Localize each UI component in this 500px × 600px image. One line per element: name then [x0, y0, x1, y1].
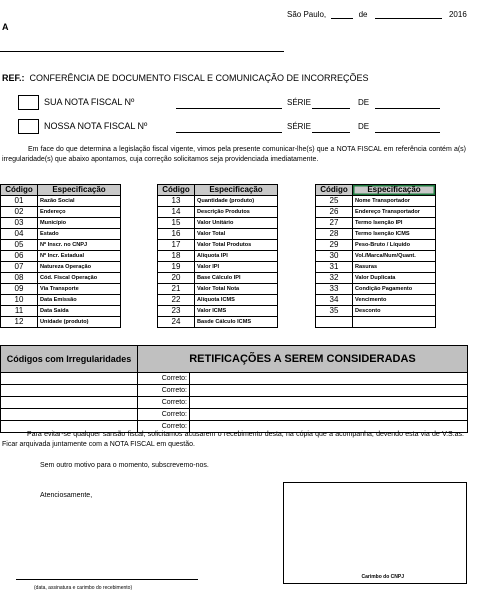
code-cell: 25: [316, 196, 353, 207]
recipient-label: A: [2, 22, 9, 32]
sua-de-line[interactable]: [375, 108, 440, 109]
table-row: [316, 196, 436, 207]
code-cell: 27: [316, 218, 353, 229]
spec-cell: Via Transporte: [38, 284, 121, 295]
code-cell: 24: [158, 317, 195, 328]
reference-line: [2, 73, 369, 83]
code-cell: 35: [316, 306, 353, 317]
spec-header-selected-cell[interactable]: Especificação: [353, 185, 436, 196]
spec-cell: Valor Duplicata: [353, 273, 436, 284]
spec-cell: Rasuras: [353, 262, 436, 273]
spec-header: Especificação: [195, 185, 278, 196]
code-cell: 13: [158, 196, 195, 207]
spec-cell: Termo Isenção ICMS: [353, 229, 436, 240]
date-line: [287, 10, 467, 19]
ref-label: REF.:: [2, 73, 25, 83]
table-row: [158, 229, 278, 240]
year-label: 2016: [448, 10, 467, 19]
table-row: [316, 262, 436, 273]
spec-cell: Data Saída: [38, 306, 121, 317]
table-row: [1, 273, 121, 284]
spec-cell: Descrição Produtos: [195, 207, 278, 218]
spec-cell: Natureza Operação: [38, 262, 121, 273]
spec-cell: Nome Transportador: [353, 196, 436, 207]
table-row: [316, 229, 436, 240]
code-cell: 09: [1, 284, 38, 295]
table-row: [1, 317, 121, 328]
code-cell: 01: [1, 196, 38, 207]
code-cell: 23: [158, 306, 195, 317]
signature-caption: (data, assinatura e carimbo do recebimento): [34, 585, 133, 591]
table-row: [158, 284, 278, 295]
spec-cell: Unidade (produto): [38, 317, 121, 328]
code-cell: 16: [158, 229, 195, 240]
table-row: [158, 207, 278, 218]
spec-cell: Condição Pagamento: [353, 284, 436, 295]
nossa-nota-number-line[interactable]: [176, 132, 282, 133]
table-row: [316, 240, 436, 251]
de-label: de: [358, 10, 368, 19]
spec-header: Especificação: [38, 185, 121, 196]
code-cell: 33: [316, 284, 353, 295]
table-row: [1, 251, 121, 262]
table-row: Correto:: [1, 409, 468, 421]
spec-cell: Endereço Transportador: [353, 207, 436, 218]
table-row: [158, 262, 278, 273]
table-row: [158, 251, 278, 262]
table-row: [1, 262, 121, 273]
table-row: [316, 207, 436, 218]
spec-cell: Vencimento: [353, 295, 436, 306]
code-cell: 26: [316, 207, 353, 218]
intro-paragraph: Em face do que determina a legislação fiscal vigente, vimos pela presente comunicar-lhe(s) que a NOTA FISCAL em referência contém a(s) irregularidade(s) que abaixo apontamos, cuja correção solicitamos seja providenciada imediatamente.: [2, 146, 466, 163]
code-cell: 04: [1, 229, 38, 240]
table-row: [1, 196, 121, 207]
spec-cell: Nº Incr. Estadual: [38, 251, 121, 262]
city-label: São Paulo,: [287, 10, 327, 19]
spec-cell: Vol./Marca/Num/Quant.: [353, 251, 436, 262]
codes-table-2: [157, 184, 278, 328]
code-cell: 15: [158, 218, 195, 229]
retificacoes-table: [0, 345, 468, 433]
regards-line: Atenciosamente,: [40, 492, 93, 499]
code-cell: 31: [316, 262, 353, 273]
spec-cell: Alíquota IPI: [195, 251, 278, 262]
spec-cell: [353, 317, 436, 328]
sua-nota-checkbox[interactable]: [18, 95, 39, 110]
spec-cell: Termo Isenção IPI: [353, 218, 436, 229]
code-cell: 05: [1, 240, 38, 251]
code-cell: [316, 317, 353, 328]
code-cell: 03: [1, 218, 38, 229]
spec-cell: Endereço: [38, 207, 121, 218]
spec-cell: Alíquota ICMS: [195, 295, 278, 306]
spec-cell: Valor Total: [195, 229, 278, 240]
code-cell: 29: [316, 240, 353, 251]
code-cell: 30: [316, 251, 353, 262]
closing-paragraph: Para evitar-se qualquer sansão fiscal, solicitamos acusarem o recebimento desta, na cópia que a acompanha, devendo esta via de V.S.as. Ficar arquivada juntamente com a NOTA FISCAL em questão.: [2, 431, 464, 448]
spec-cell: Data Emissão: [38, 295, 121, 306]
sua-serie-line[interactable]: [312, 108, 350, 109]
codes-table-3: [315, 184, 436, 328]
table-row: [316, 317, 436, 328]
spec-cell: Valor Unitário: [195, 218, 278, 229]
spec-cell: Desconto: [353, 306, 436, 317]
table-row: [158, 218, 278, 229]
code-cell: 17: [158, 240, 195, 251]
code-cell: 07: [1, 262, 38, 273]
nossa-nota-label: NOSSA NOTA FISCAL Nº: [44, 121, 148, 131]
table-row: [158, 306, 278, 317]
month-blank[interactable]: [375, 18, 442, 19]
nossa-de-line[interactable]: [375, 132, 440, 133]
spec-cell: Valor IPI: [195, 262, 278, 273]
retificacoes-body: [1, 373, 468, 433]
code-cell: 20: [158, 273, 195, 284]
sua-nota-label: SUA NOTA FISCAL Nº: [44, 97, 135, 107]
retificacoes-header: RETIFICAÇÕES A SEREM CONSIDERADAS: [138, 346, 468, 373]
spec-cell: Peso-Bruto / Líquido: [353, 240, 436, 251]
spec-cell: Valor ICMS: [195, 306, 278, 317]
table-row: [316, 306, 436, 317]
day-blank[interactable]: [331, 18, 353, 19]
spec-cell: Basde Cálculo ICMS: [195, 317, 278, 328]
signature-line[interactable]: [16, 579, 198, 580]
code-cell: 34: [316, 295, 353, 306]
table-row: [316, 295, 436, 306]
table-row: Correto:: [1, 385, 468, 397]
spec-cell: Estado: [38, 229, 121, 240]
table-row: Correto:: [1, 421, 468, 433]
table-row: [1, 306, 121, 317]
table-row: [316, 273, 436, 284]
code-cell: 19: [158, 262, 195, 273]
table-row: [158, 273, 278, 284]
spec-cell: Razão Social: [38, 196, 121, 207]
spec-cell: Valor Total Produtos: [195, 240, 278, 251]
code-cell: 14: [158, 207, 195, 218]
nossa-serie-line[interactable]: [312, 132, 350, 133]
code-cell: 08: [1, 273, 38, 284]
spec-cell: Base Cálculo IPI: [195, 273, 278, 284]
table-row: [158, 317, 278, 328]
code-cell: 18: [158, 251, 195, 262]
code-cell: 12: [1, 317, 38, 328]
spec-cell: Município: [38, 218, 121, 229]
table-row: Correto:: [1, 397, 468, 409]
nossa-nota-checkbox[interactable]: [18, 119, 39, 134]
spec-cell: Nº Inscr. no CNPJ: [38, 240, 121, 251]
nossa-serie-label: SÉRIE: [287, 122, 312, 131]
code-cell: 02: [1, 207, 38, 218]
codigos-irregularidades-header: Códigos com Irregularidades: [1, 346, 138, 373]
table-row: Correto:: [1, 373, 468, 385]
ref-text: CONFERÊNCIA DE DOCUMENTO FISCAL E COMUNICAÇÃO DE INCORREÇÕES: [29, 73, 369, 83]
table-row: [1, 295, 121, 306]
code-header: Código: [1, 185, 38, 196]
code-header: Código: [158, 185, 195, 196]
code-cell: 11: [1, 306, 38, 317]
closing-line: Sem outro motivo para o momento, subscrevemo-nos.: [40, 462, 209, 469]
sua-serie-label: SÉRIE: [287, 98, 312, 107]
table-row: [158, 196, 278, 207]
recipient-line[interactable]: [0, 51, 284, 52]
code-cell: 10: [1, 295, 38, 306]
table-row: [1, 207, 121, 218]
stamp-caption: Carimbo do CNPJ: [361, 574, 404, 580]
table-row: [1, 240, 121, 251]
table-row: [316, 251, 436, 262]
table-row: [316, 218, 436, 229]
spec-cell: Quantidade (produto): [195, 196, 278, 207]
sua-nota-number-line[interactable]: [176, 108, 282, 109]
spec-cell: Cód. Fiscal Operação: [38, 273, 121, 284]
codes-table-1: [0, 184, 121, 328]
table-row: [316, 284, 436, 295]
code-header: Código: [316, 185, 353, 196]
code-cell: 21: [158, 284, 195, 295]
code-cell: 32: [316, 273, 353, 284]
code-cell: 06: [1, 251, 38, 262]
spec-cell: Valor Total Nota: [195, 284, 278, 295]
table-row: [158, 240, 278, 251]
code-cell: 22: [158, 295, 195, 306]
table-row: [158, 295, 278, 306]
code-cell: 28: [316, 229, 353, 240]
nossa-de-label: DE: [358, 122, 370, 131]
table-row: [1, 284, 121, 295]
table-row: [1, 229, 121, 240]
sua-de-label: DE: [358, 98, 370, 107]
cnpj-stamp-box[interactable]: [283, 482, 467, 584]
table-row: [1, 218, 121, 229]
